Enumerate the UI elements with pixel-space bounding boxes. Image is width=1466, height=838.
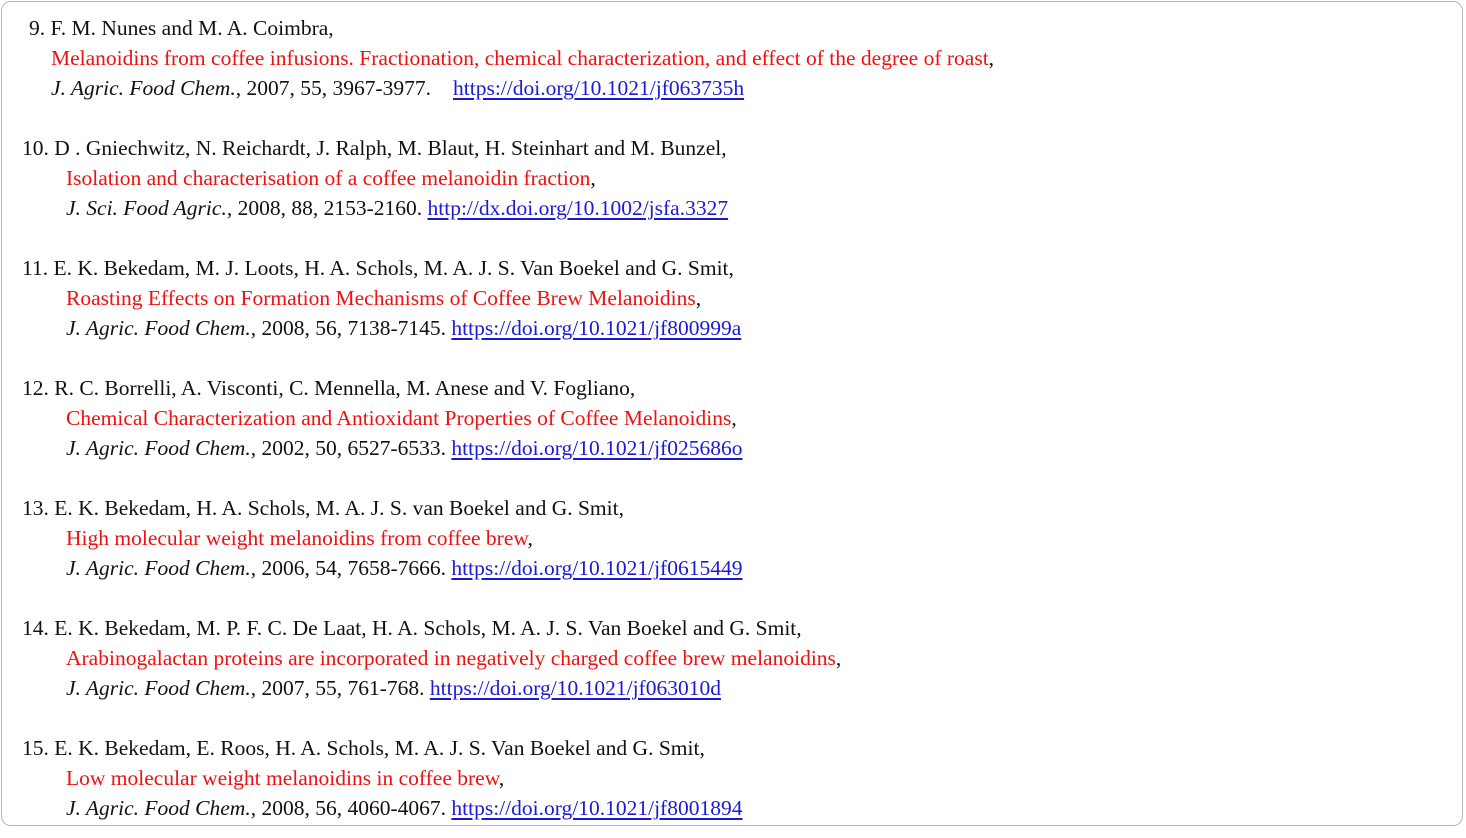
reference-number: 15. bbox=[22, 736, 49, 760]
reference-details: , 2002, 50, 6527-6533. bbox=[250, 436, 447, 460]
reference-doi-link[interactable]: https://doi.org/10.1021/jf063735h bbox=[453, 76, 745, 100]
reference-details: , 2007, 55, 761-768. bbox=[250, 676, 425, 700]
reference-item bbox=[2, 373, 742, 463]
reference-journal: J. Sci. Food Agric. bbox=[66, 196, 227, 220]
reference-doi-link[interactable]: https://doi.org/10.1021/jf800999a bbox=[451, 316, 742, 340]
reference-authors-line bbox=[2, 253, 741, 283]
reference-item bbox=[2, 613, 841, 703]
reference-item bbox=[2, 493, 742, 583]
reference-number: 12. bbox=[22, 376, 49, 400]
reference-title-line bbox=[2, 163, 728, 193]
reference-authors: D . Gniechwitz, N. Reichardt, J. Ralph, M. Blaut, H. Steinhart and M. Bunzel, bbox=[54, 136, 727, 160]
reference-journal: J. Agric. Food Chem. bbox=[51, 76, 236, 100]
reference-authors: E. K. Bekedam, E. Roos, H. A. Schols, M. A. J. S. Van Boekel and G. Smit, bbox=[54, 736, 705, 760]
reference-title: Low molecular weight melanoidins in coffee brew bbox=[66, 766, 499, 790]
reference-title: Roasting Effects on Formation Mechanisms of Coffee Brew Melanoidins bbox=[66, 286, 696, 310]
reference-title-suffix: , bbox=[988, 46, 995, 70]
reference-item bbox=[2, 733, 742, 823]
reference-citation-line bbox=[2, 433, 742, 463]
reference-title-suffix: , bbox=[835, 646, 842, 670]
reference-citation-line bbox=[2, 313, 741, 343]
reference-authors: F. M. Nunes and M. A. Coimbra, bbox=[50, 16, 334, 40]
reference-citation-line bbox=[2, 73, 994, 103]
reference-details: , 2006, 54, 7658-7666. bbox=[250, 556, 447, 580]
reference-title-line bbox=[2, 763, 742, 793]
reference-title: Isolation and characterisation of a coffee melanoidin fraction bbox=[66, 166, 591, 190]
reference-authors-line bbox=[2, 373, 742, 403]
reference-number: 13. bbox=[22, 496, 49, 520]
reference-doi-link[interactable]: https://doi.org/10.1021/jf8001894 bbox=[451, 796, 743, 820]
reference-title-suffix: , bbox=[498, 766, 505, 790]
reference-title-suffix: , bbox=[731, 406, 737, 430]
reference-item bbox=[2, 13, 994, 103]
reference-citation-line bbox=[2, 193, 728, 223]
reference-details: , 2008, 88, 2153-2160. bbox=[226, 196, 423, 220]
reference-title-suffix: , bbox=[590, 166, 596, 190]
reference-doi-link[interactable]: https://doi.org/10.1021/jf063010d bbox=[429, 676, 721, 700]
reference-title-line bbox=[2, 643, 841, 673]
reference-authors-line bbox=[2, 613, 841, 643]
reference-authors-line bbox=[2, 733, 742, 763]
reference-item bbox=[2, 253, 741, 343]
reference-title-line bbox=[2, 43, 994, 73]
reference-authors-line bbox=[2, 133, 728, 163]
reference-title-suffix: , bbox=[695, 286, 702, 310]
reference-title-line bbox=[2, 523, 742, 553]
reference-number: 14. bbox=[22, 616, 49, 640]
reference-citation-line bbox=[2, 553, 742, 583]
reference-details: , 2007, 55, 3967-3977. bbox=[235, 76, 432, 100]
reference-authors: E. K. Bekedam, M. J. Loots, H. A. Schols, M. A. J. S. Van Boekel and G. Smit, bbox=[53, 256, 734, 280]
reference-authors: R. C. Borrelli, A. Visconti, C. Mennella, M. Anese and V. Fogliano, bbox=[54, 376, 636, 400]
reference-item bbox=[2, 133, 728, 223]
reference-authors: E. K. Bekedam, M. P. F. C. De Laat, H. A. Schols, M. A. J. S. Van Boekel and G. Smit, bbox=[54, 616, 802, 640]
reference-title: Chemical Characterization and Antioxidant Properties of Coffee Melanoidins bbox=[66, 406, 732, 430]
reference-title: Arabinogalactan proteins are incorporated in negatively charged coffee brew melanoidins bbox=[66, 646, 836, 670]
reference-title-line bbox=[2, 283, 741, 313]
reference-journal: J. Agric. Food Chem. bbox=[66, 796, 251, 820]
reference-doi-link[interactable]: https://doi.org/10.1021/jf0615449 bbox=[451, 556, 743, 580]
reference-citation-line bbox=[2, 793, 742, 823]
reference-number: 9. bbox=[29, 16, 46, 40]
reference-number: 10. bbox=[22, 136, 49, 160]
reference-authors-line bbox=[2, 493, 742, 523]
reference-citation-line bbox=[2, 673, 841, 703]
reference-details: , 2008, 56, 4060-4067. bbox=[250, 796, 447, 820]
reference-journal: J. Agric. Food Chem. bbox=[66, 556, 251, 580]
reference-details: , 2008, 56, 7138-7145. bbox=[250, 316, 447, 340]
reference-journal: J. Agric. Food Chem. bbox=[66, 316, 251, 340]
reference-title-line bbox=[2, 403, 742, 433]
reference-title: Melanoidins from coffee infusions. Fractionation, chemical characterization, and effect of the degree of roast bbox=[51, 46, 989, 70]
reference-title: High molecular weight melanoidins from coffee brew bbox=[66, 526, 528, 550]
reference-doi-link[interactable]: http://dx.doi.org/10.1002/jsfa.3327 bbox=[427, 196, 729, 220]
document-frame bbox=[1, 1, 1463, 826]
reference-journal: J. Agric. Food Chem. bbox=[66, 676, 251, 700]
reference-authors: E. K. Bekedam, H. A. Schols, M. A. J. S. van Boekel and G. Smit, bbox=[54, 496, 624, 520]
reference-authors-line bbox=[2, 13, 994, 43]
reference-journal: J. Agric. Food Chem. bbox=[66, 436, 251, 460]
reference-doi-link[interactable]: https://doi.org/10.1021/jf025686o bbox=[451, 436, 743, 460]
reference-title-suffix: , bbox=[527, 526, 533, 550]
reference-number: 11. bbox=[22, 256, 49, 280]
